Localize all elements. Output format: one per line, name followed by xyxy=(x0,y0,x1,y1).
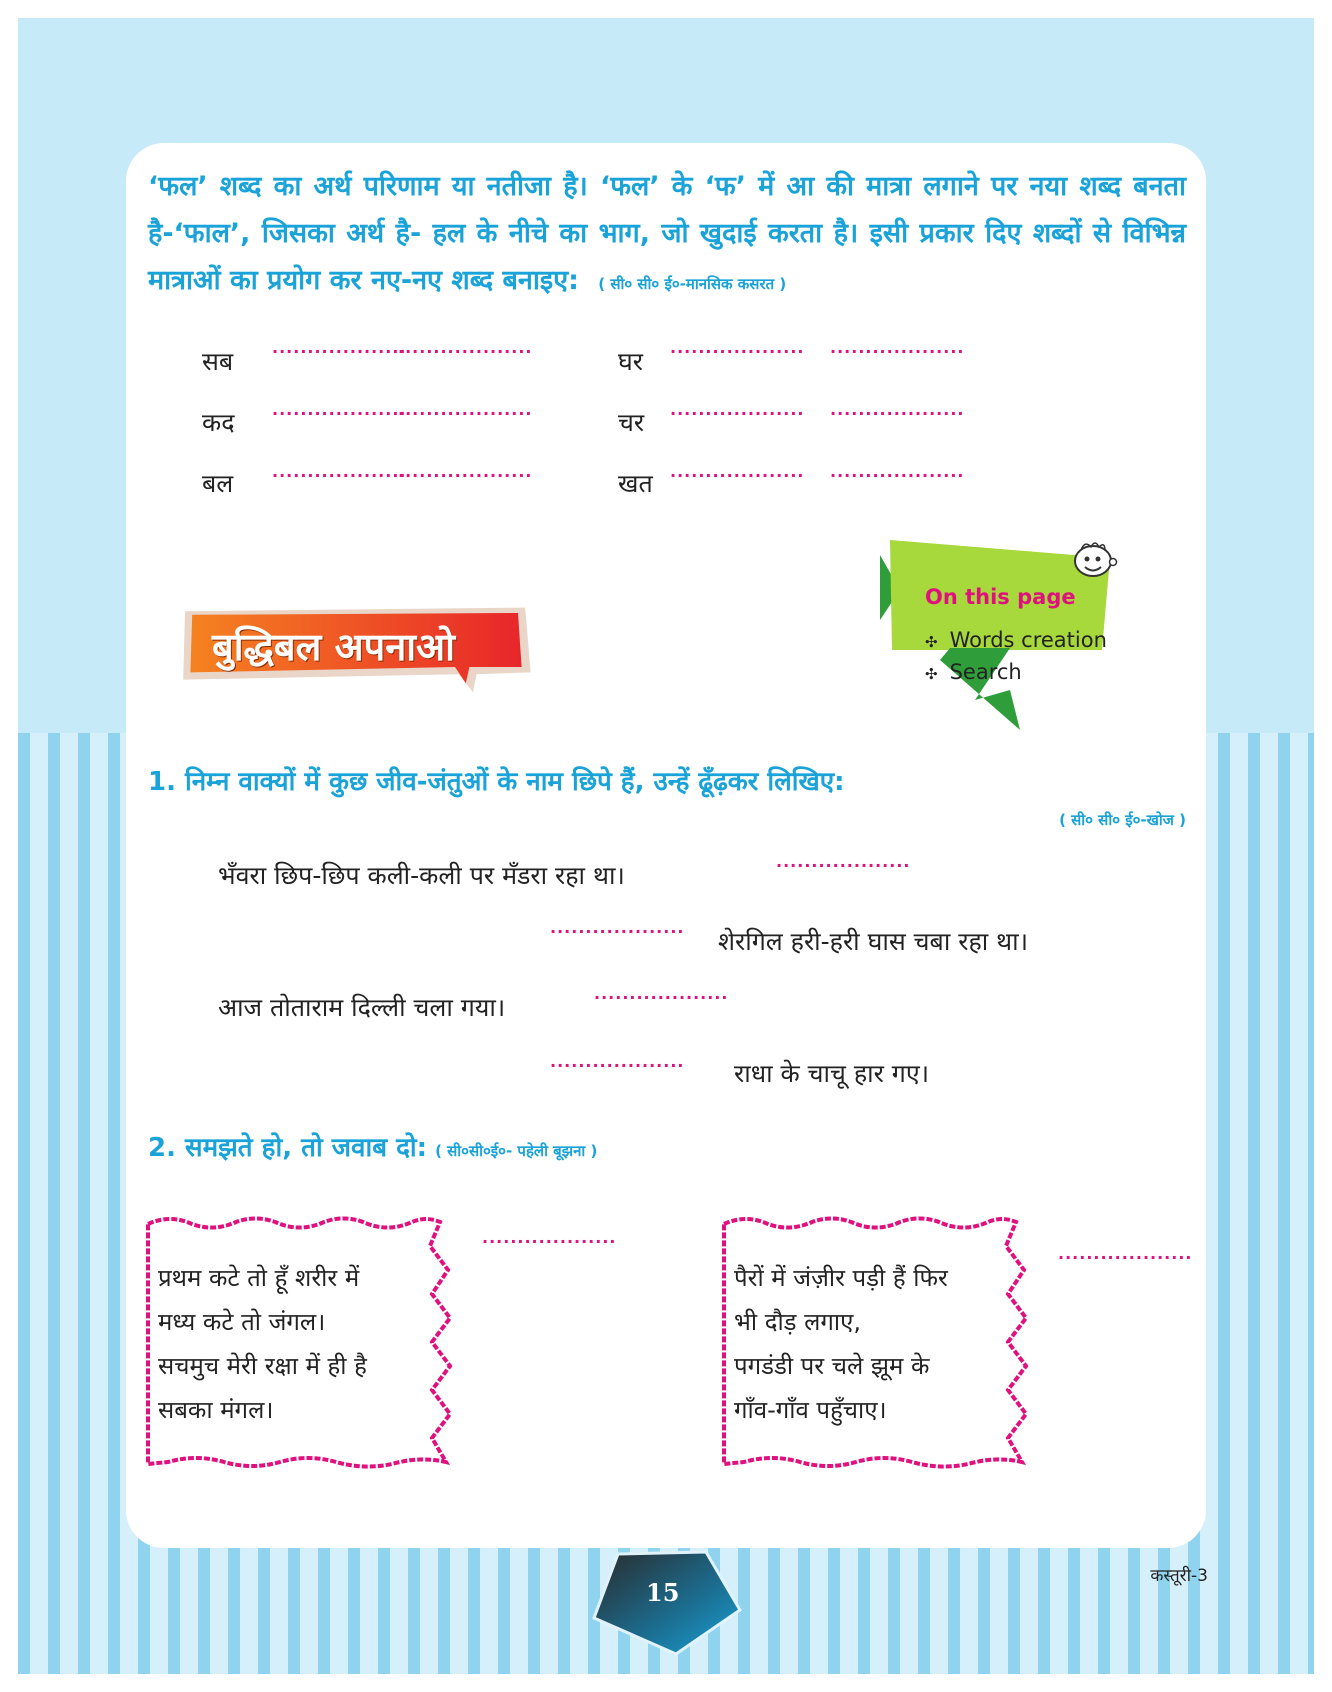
on-this-page-item xyxy=(925,660,1022,684)
word-right-1: घर xyxy=(618,347,644,376)
question-2-text: 2. समझते हो, तो जवाब दो: xyxy=(148,1133,428,1163)
question-2-source: ( सी०सी०ई०- पहेली बूझना ) xyxy=(435,1142,598,1160)
book-title: कस्तूरी-3 xyxy=(1150,1566,1208,1586)
answer-blank[interactable]: ................... xyxy=(482,1228,617,1247)
on-this-page-item xyxy=(925,628,1107,652)
bullet-icon: ✣ xyxy=(925,633,938,651)
question-1: 1. निम्न वाक्यों में कुछ जीव-जंतुओं के नाम छिपे हैं, उन्हें ढूँढ़कर लिखिए: xyxy=(148,767,845,797)
on-this-page-title: On this page xyxy=(925,585,1076,609)
bullet-icon: ✣ xyxy=(925,665,938,683)
sentence-2: शेरगिल हरी-हरी घास चबा रहा था। xyxy=(718,927,1029,956)
answer-blank[interactable]: ................... xyxy=(550,1052,685,1071)
answer-blank[interactable]: ................... xyxy=(550,918,685,937)
on-this-page-item-label: Search xyxy=(949,660,1022,684)
question-2 xyxy=(148,1128,597,1164)
riddle-line: भी दौड़ लगाए, xyxy=(734,1308,862,1336)
answer-blank[interactable]: ................... xyxy=(272,400,407,419)
answer-blank[interactable]: ................... xyxy=(398,400,533,419)
answer-blank[interactable]: ................... xyxy=(398,338,533,357)
sentence-3: आज तोताराम दिल्ली चला गया। xyxy=(218,993,506,1022)
word-right-3: खत xyxy=(618,469,653,498)
sentence-4: राधा के चाचू हार गए। xyxy=(734,1059,930,1088)
riddle-line: पगडंडी पर चले झूम के xyxy=(734,1352,930,1380)
answer-blank[interactable]: ................... xyxy=(272,338,407,357)
on-this-page-item-label: Words creation xyxy=(949,628,1107,652)
riddle-line: प्रथम कटे तो हूँ शरीर में xyxy=(158,1264,360,1292)
answer-blank[interactable]: ................... xyxy=(830,400,965,419)
answer-blank[interactable]: ................... xyxy=(776,852,911,871)
answer-blank[interactable]: ................... xyxy=(830,338,965,357)
word-left-3: बल xyxy=(202,469,234,498)
intro-text: ‘फल’ शब्द का अर्थ परिणाम या नतीजा है। ‘फल’ के ‘फ’ में आ की मात्रा लगाने पर नया शब्द बनता है-‘फाल’, जिसका अर्थ है- हल के नीचे का भाग, जो खुदाई करता है। इसी प्रकार दिए शब्दों से विभिन्न मात्राओं का प्रयोग कर नए-नए शब्द बनाइए: xyxy=(148,171,1186,296)
answer-blank[interactable]: ................... xyxy=(670,400,805,419)
answer-blank[interactable]: ................... xyxy=(670,462,805,481)
answer-blank[interactable]: ................... xyxy=(1058,1244,1193,1263)
riddle-line: गाँव-गाँव पहुँचाए। xyxy=(734,1396,887,1424)
riddle-line: पैरों में जंज़ीर पड़ी हैं फिर xyxy=(734,1264,948,1292)
answer-blank[interactable]: ................... xyxy=(670,338,805,357)
riddle-line: सबका मंगल। xyxy=(158,1396,274,1424)
smiley-face-icon xyxy=(1065,538,1125,584)
answer-blank[interactable]: ................... xyxy=(272,462,407,481)
page-number: 15 xyxy=(646,1578,680,1607)
answer-blank[interactable]: ................... xyxy=(594,984,729,1003)
intro-source: ( सी० सी० ई०-मानसिक कसरत ) xyxy=(598,275,787,293)
riddle-line: सचमुच मेरी रक्षा में ही है xyxy=(158,1352,367,1380)
word-right-2: चर xyxy=(618,408,645,437)
answer-blank[interactable]: ................... xyxy=(830,462,965,481)
answer-blank[interactable]: ................... xyxy=(398,462,533,481)
question-1-source: ( सी० सी० ई०-खोज ) xyxy=(1059,811,1186,829)
riddle-line: मध्य कटे तो जंगल। xyxy=(158,1308,326,1336)
riddle-2 xyxy=(734,1256,1006,1432)
word-left-1: सब xyxy=(202,347,234,376)
intro-paragraph xyxy=(148,163,1186,308)
section-heading: बुद्धिबल अपनाओ xyxy=(212,625,456,669)
riddle-1 xyxy=(158,1256,430,1432)
word-left-2: कद xyxy=(202,408,235,437)
sentence-1: भँवरा छिप-छिप कली-कली पर मँडरा रहा था। xyxy=(218,861,625,890)
